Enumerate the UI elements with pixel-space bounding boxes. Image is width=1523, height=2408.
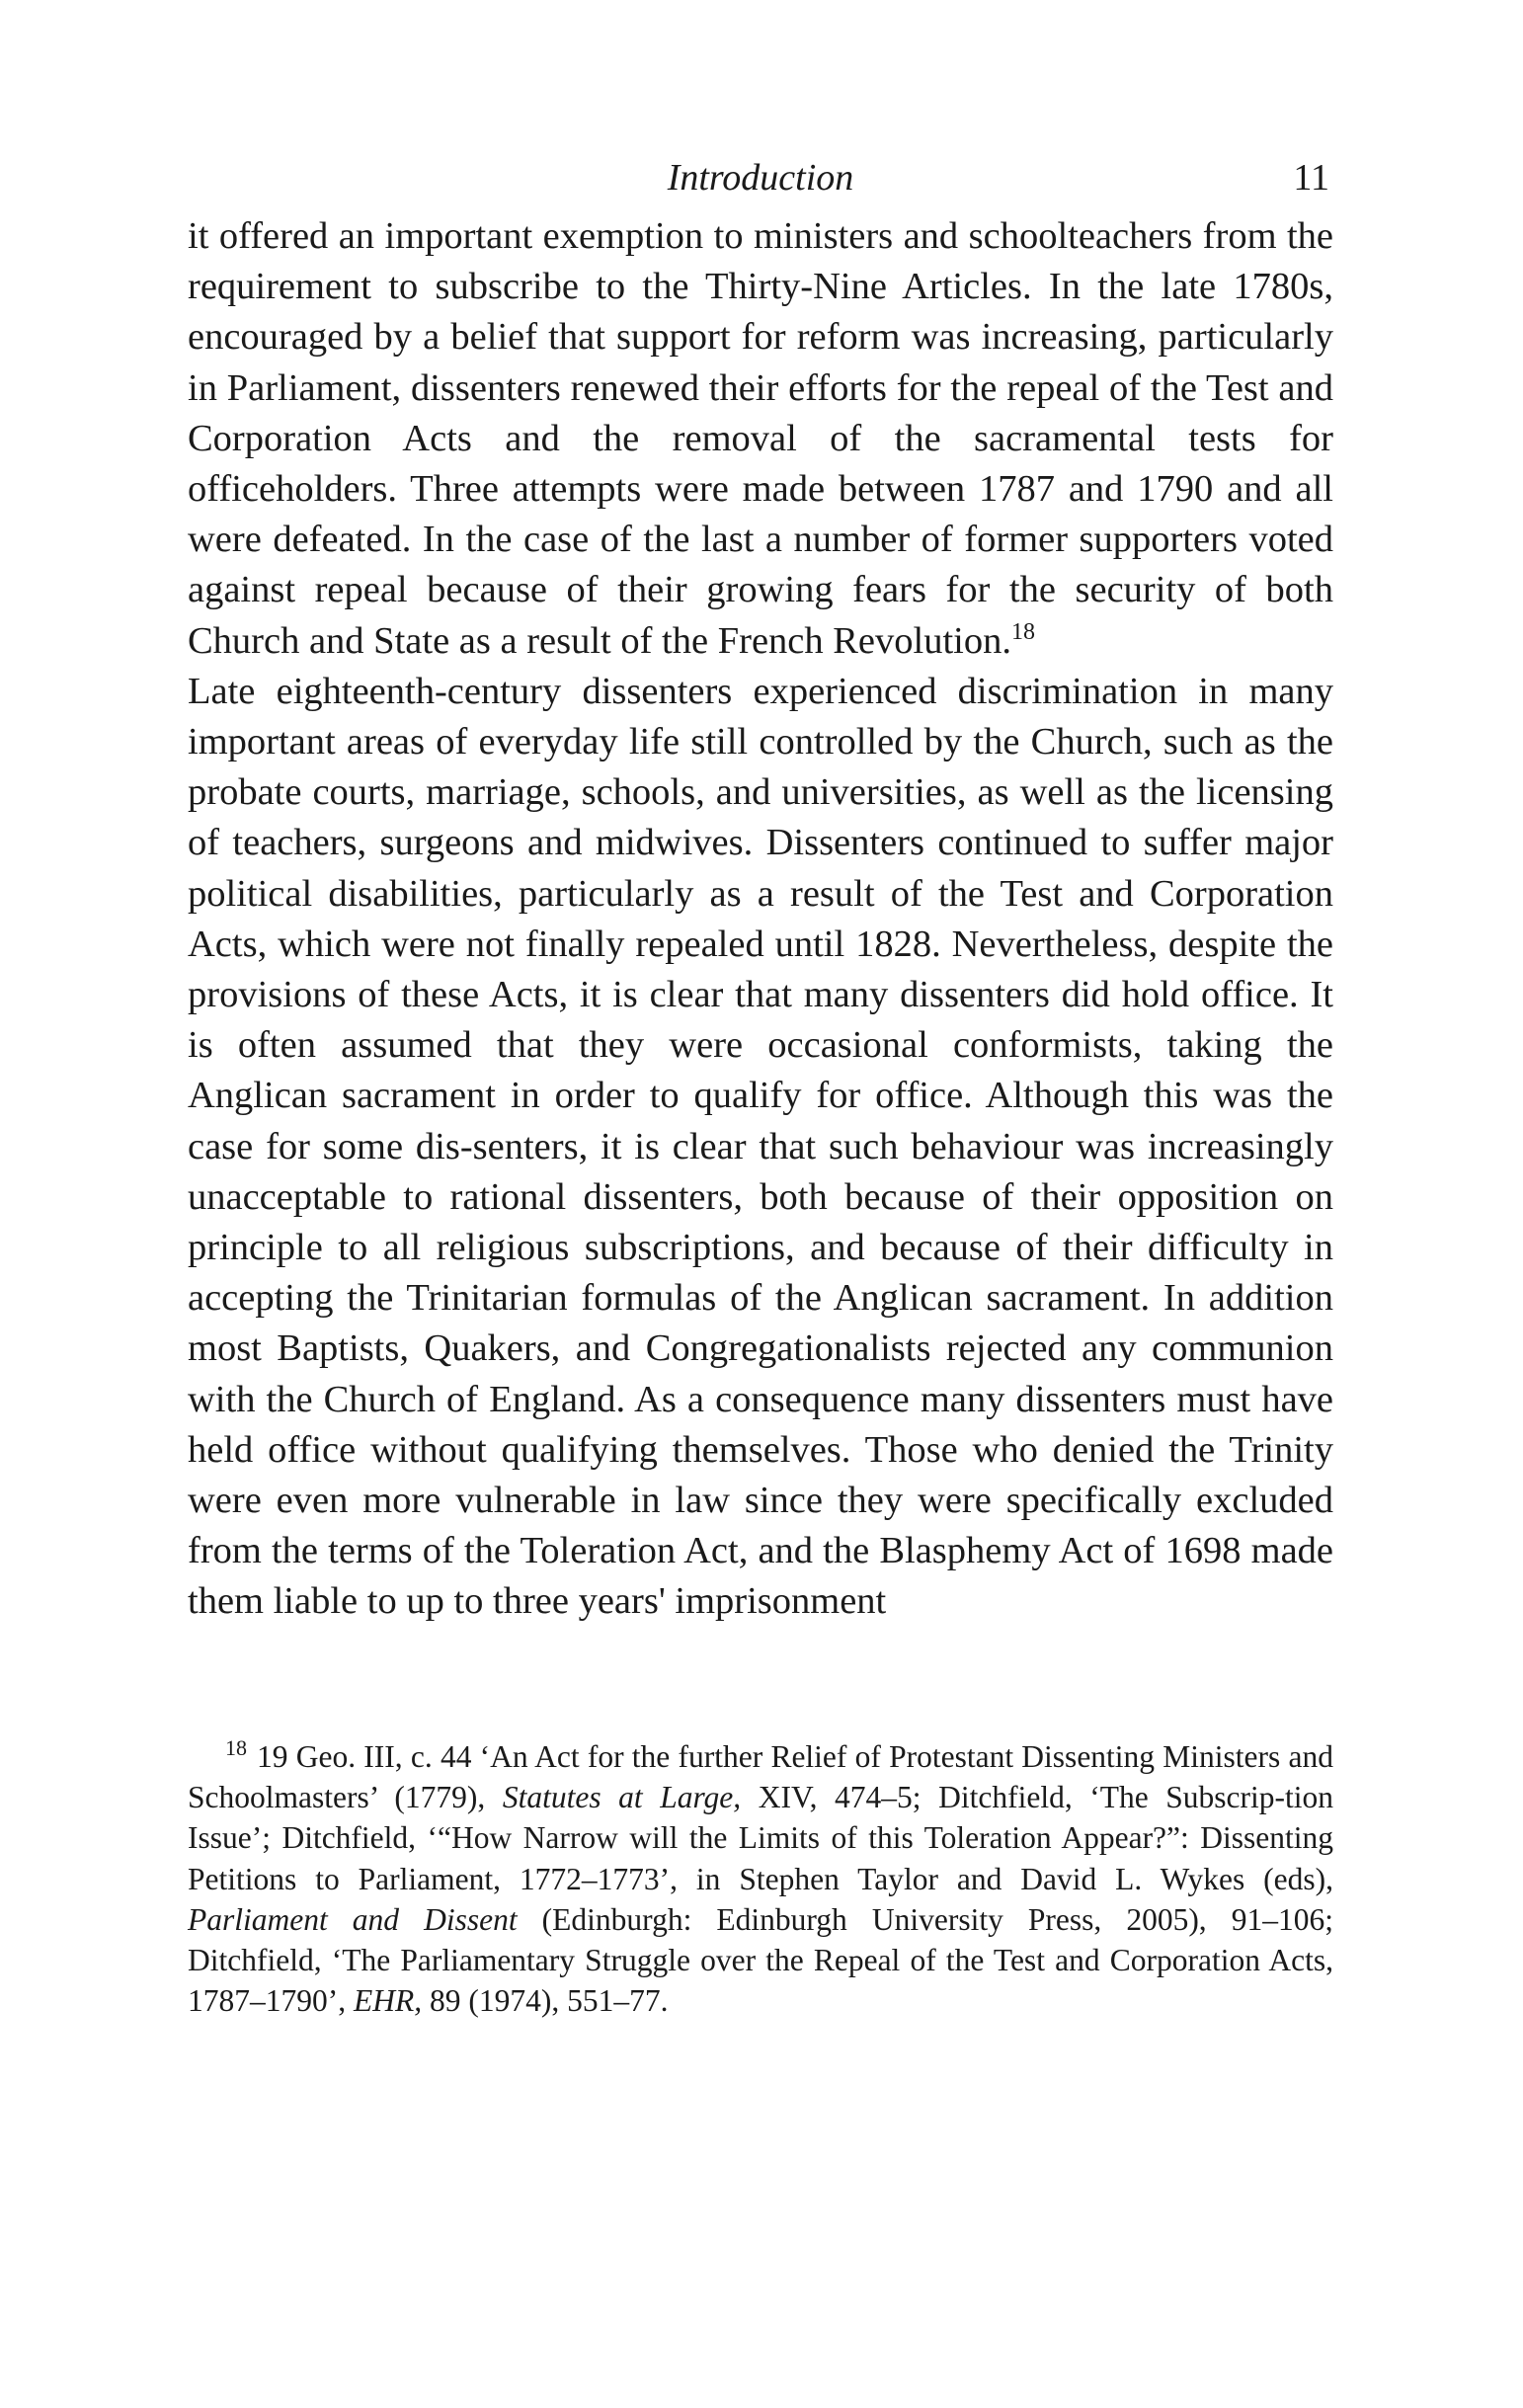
- footnote-text-2: XIV, 474–5; Ditchfield, ‘The Subscrip-tion Issue’; Ditchfield, ‘“How Narrow will the Limits of this Toleration Appear?”: Dissenting Petitions to Parliament, 1772–1773’, in Stephen Taylor and David L. Wykes (eds),: [188, 1779, 1333, 1896]
- footnote-text-1: 19 Geo. III, c. 44 ‘An Act for the further Relief of Protestant Dissenting Ministers and Schoolmasters’ (1779),: [188, 1738, 1333, 1814]
- paragraph-2-text: Late eighteenth-century dissenters experienced discrimination in many important areas of everyday life still controlled by the Church, such as the probate courts, marriage, schools, and universities, as well as the licensing of teachers, surgeons and midwives. Dissenters continued to suffer major political disabilities, particularly as a result of the Test and Corporation Acts, which were not finally repealed until 1828. Nevertheless, despite the provisions of these Acts, it is clear that many dissenters did hold office. It is often assumed that they were occasional conformists, taking the Anglican sacrament in order to qualify for office. Although this was the case for some dis-senters, it is clear that such behaviour was increasingly unacceptable to rational dissenters, both because of their opposition on principle to all religious subscriptions, and because of their difficulty in accepting the Trinitarian formulas of the Anglican sacrament. In addition most Baptists, Quakers, and Congregationalists rejected any communion with the Church of England. As a consequence many dissenters must have held office without qualifying themselves. Those who denied the Trinity were even more vulnerable in law since they were specifically excluded from the terms of the Toleration Act, and the Blasphemy Act of 1698 made them liable to up to three years' imprisonment: [188, 670, 1333, 1623]
- footnote-title-ehr: EHR,: [354, 1983, 423, 2019]
- footnote-title-parliament: Parliament and Dissent: [188, 1901, 518, 1937]
- footnote-number: 18: [225, 1735, 247, 1761]
- footnote-text-4: 89 (1974), 551–77.: [422, 1983, 669, 2019]
- body-text: [188, 211, 1333, 1628]
- running-head-title: Introduction: [667, 157, 854, 199]
- running-head: [188, 148, 1333, 207]
- footnote-title-statutes: Statutes at Large,: [502, 1779, 742, 1814]
- paragraph-1: [188, 211, 1333, 667]
- footnote-text-3: (Edinburgh: Edinburgh University Press, 2005), 91–106; Ditchfield, ‘The Parliamentary Struggle over the Repeal of the Test and Corporation Acts, 1787–1790’,: [188, 1901, 1333, 2019]
- book-page: [188, 148, 1333, 2022]
- paragraph-1-text: it offered an important exemption to ministers and schoolteachers from the requirement to subscribe to the Thirty-Nine Articles. In the late 1780s, encouraged by a belief that support for reform was increasing, particularly in Parliament, dissenters renewed their efforts for the repeal of the Test and Corporation Acts and the removal of the sacramental tests for officeholders. Three attempts were made between 1787 and 1790 and all were defeated. In the case of the last a number of former supporters voted against repeal because of their growing fears for the security of both Church and State as a result of the French Revolution.: [188, 215, 1333, 662]
- page-number: 11: [1293, 157, 1329, 199]
- footnote-reference: 18: [1010, 618, 1035, 645]
- footnote: [188, 1736, 1333, 2022]
- paragraph-2: [188, 667, 1333, 1628]
